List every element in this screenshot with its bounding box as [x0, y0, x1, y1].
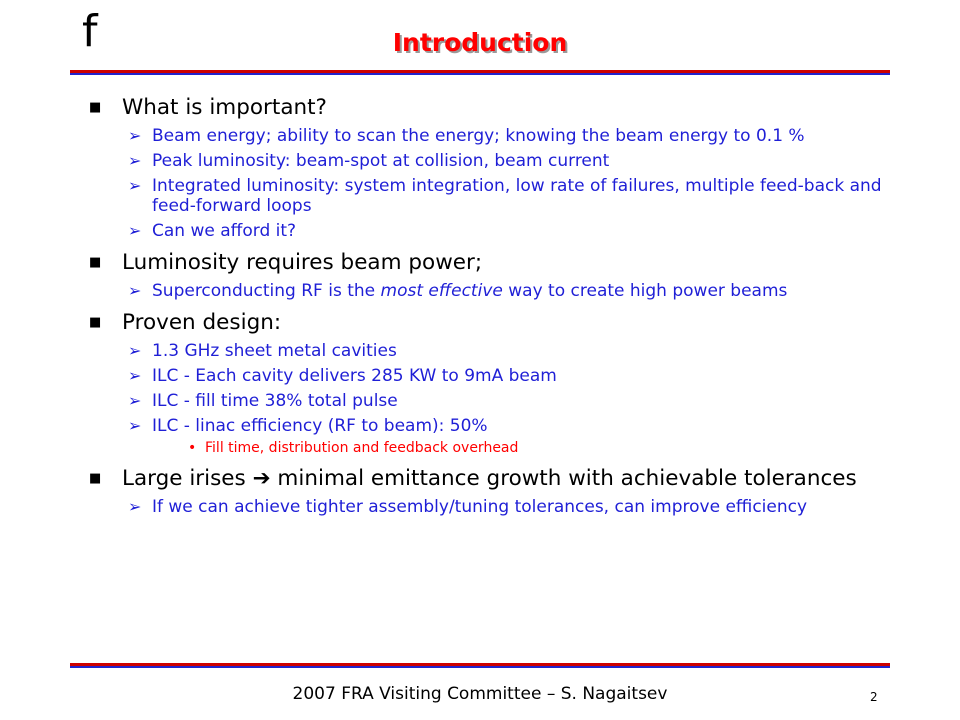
- arrow-bullet-icon: ➢: [128, 391, 142, 410]
- square-bullet-icon: ■: [89, 471, 102, 486]
- fermilab-logo: f: [82, 6, 98, 57]
- sub-bullet: ➢ If we can achieve tighter assembly/tuning tolerances, can improve efficiency: [128, 497, 808, 517]
- bullet-large-irises: ■ Large irises ➔ minimal emittance growth with achievable tolerances: [89, 466, 857, 491]
- arrow-bullet-icon: ➢: [128, 151, 142, 170]
- arrow-bullet-icon: ➢: [128, 281, 142, 300]
- footer-text: 2007 FRA Visiting Committee – S. Nagaitsev: [292, 684, 668, 704]
- sub-sub-bullet: • Fill time, distribution and feedback overhead: [188, 440, 519, 456]
- page-number: 2: [870, 690, 878, 704]
- sub-bullet: ➢ Peak luminosity: beam-spot at collision, beam current: [128, 151, 610, 171]
- bullet-proven-design: ■ Proven design:: [89, 310, 282, 335]
- arrow-bullet-icon: ➢: [128, 176, 142, 195]
- arrow-bullet-icon: ➢: [128, 416, 142, 435]
- dot-bullet-icon: •: [188, 440, 197, 456]
- arrow-bullet-icon: ➢: [128, 126, 142, 145]
- sub-bullet: ➢ Integrated luminosity: system integration, low rate of failures, multiple feed-back and feed-forward loops: [128, 176, 882, 216]
- bottom-divider: [70, 663, 890, 668]
- sub-bullet: ➢ ILC - Each cavity delivers 285 KW to 9mA beam: [128, 366, 557, 386]
- slide-body: [88, 86, 888, 517]
- square-bullet-icon: ■: [89, 255, 102, 270]
- bullet-luminosity: ■ Luminosity requires beam power;: [89, 250, 483, 275]
- arrow-bullet-icon: ➢: [128, 221, 142, 240]
- arrow-bullet-icon: ➢: [128, 366, 142, 385]
- sub-bullet: ➢ 1.3 GHz sheet metal cavities: [128, 341, 397, 361]
- sub-bullet: ➢ Can we afford it?: [128, 221, 297, 241]
- arrow-bullet-icon: ➢: [128, 497, 142, 516]
- square-bullet-icon: ■: [89, 315, 102, 330]
- bullet-what-is-important: ■ What is important?: [89, 95, 327, 120]
- sub-bullet: ➢ ILC - linac efficiency (RF to beam): 50%: [128, 416, 488, 436]
- sub-bullet: ➢ ILC - fill time 38% total pulse: [128, 391, 398, 411]
- right-arrow-icon: ➔: [252, 466, 271, 491]
- square-bullet-icon: ■: [89, 100, 102, 115]
- sub-bullet: ➢ Beam energy; ability to scan the energy; knowing the beam energy to 0.1 %: [128, 126, 805, 146]
- arrow-bullet-icon: ➢: [128, 341, 142, 360]
- slide-title: Introduction: [392, 28, 568, 57]
- sub-bullet: ➢ Superconducting RF is the most effective way to create high power beams: [128, 281, 788, 301]
- top-divider: [70, 70, 890, 75]
